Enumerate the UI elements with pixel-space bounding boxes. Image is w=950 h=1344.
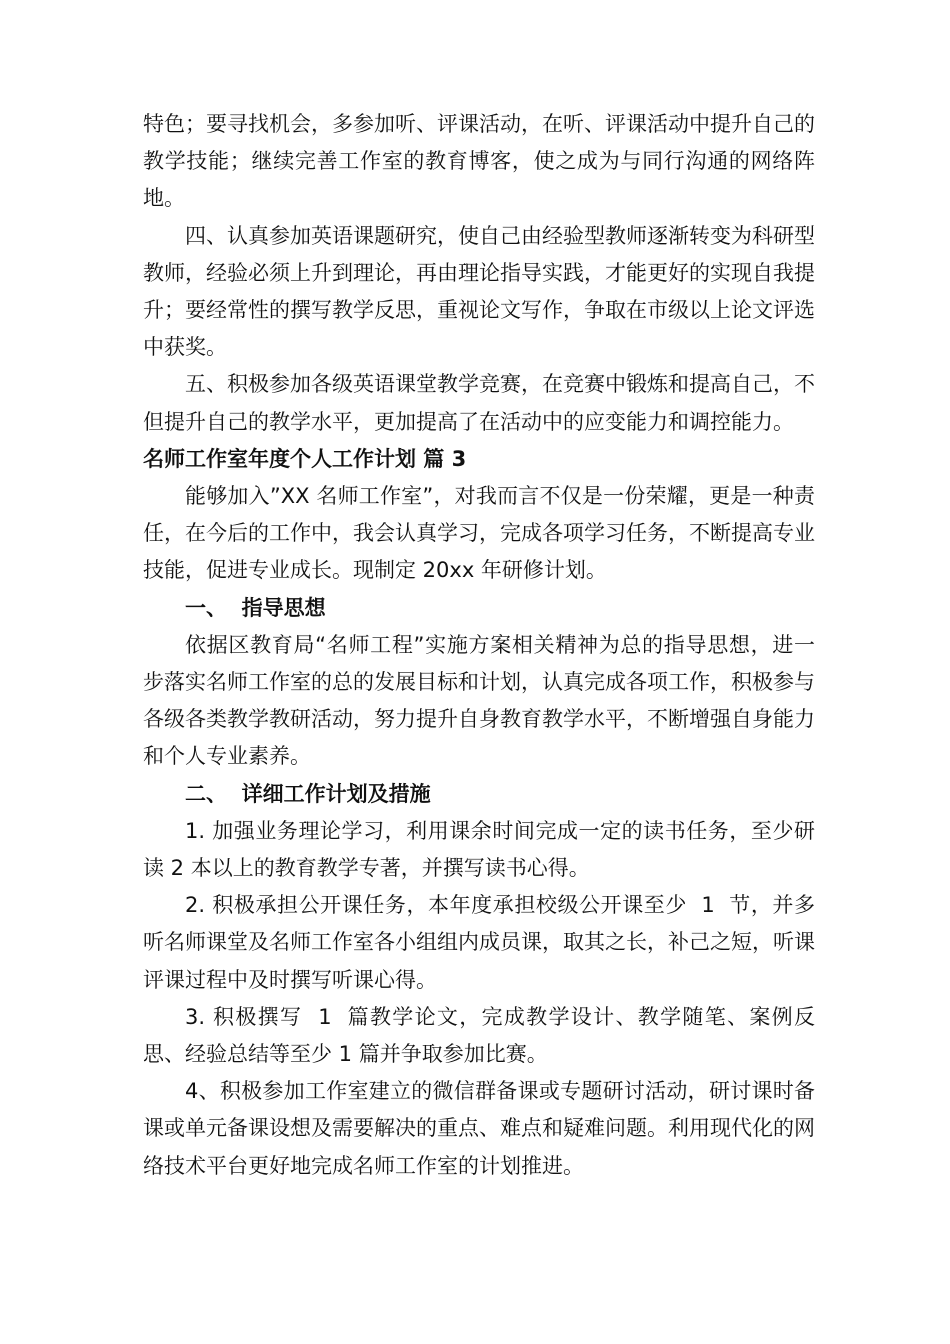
list-item-1: 1. 加强业务理论学习，利用课余时间完成一定的读书任务，至少研读 2 本以上的教育教学专著，并撰写读书心得。 <box>143 818 815 881</box>
paragraph-item-four: 四、认真参加英语课题研究，使自己由经验型教师逐渐转变为科研型教师，经验必须上升到理论，再由理论指导实践，才能更好的实现自我提升；要经常性的撰写教学反思，重视论文写作，争取在市级以上论文评选中获奖。 <box>143 223 815 360</box>
paragraph-intro: 能够加入”XX 名师工作室”，对我而言不仅是一份荣耀，更是一种责任，在今后的工作中，我会认真学习，完成各项学习任务，不断提高专业技能，促进专业成长。现制定 20xx 年研修计划。 <box>143 484 815 583</box>
subheading-guiding-ideology: 一、 指导思想 <box>185 595 326 620</box>
list-item-3: 3. 积极撰写 1 篇教学论文，完成教学设计、教学随笔、案例反思、经验总结等至少 1 篇并争取参加比赛。 <box>143 1004 815 1067</box>
paragraph-continued: 特色；要寻找机会，多参加听、评课活动，在听、评课活动中提升自己的教学技能；继续完善工作室的教育博客，使之成为与同行沟通的网络阵地。 <box>143 112 815 211</box>
document-page <box>143 106 815 1185</box>
paragraph-guiding-ideology: 依据区教育局“名师工程”实施方案相关精神为总的指导思想，进一步落实名师工作室的总的发展目标和计划，认真完成各项工作，积极参与各级各类教学教研活动，努力提升自身教育教学水平，不断增强自身能力和个人专业素养。 <box>143 632 815 769</box>
subheading-work-plan: 二、 详细工作计划及措施 <box>185 781 431 806</box>
section-heading: 名师工作室年度个人工作计划 篇 3 <box>143 446 467 471</box>
list-item-2: 2. 积极承担公开课任务，本年度承担校级公开课至少 1 节，并多听名师课堂及名师工作室各小组组内成员课，取其之长，补己之短，听课评课过程中及时撰写听课心得。 <box>143 893 815 992</box>
paragraph-item-five: 五、积极参加各级英语课堂教学竞赛，在竞赛中锻炼和提高自己，不但提升自己的教学水平，更加提高了在活动中的应变能力和调控能力。 <box>143 372 815 434</box>
list-item-4: 4、积极参加工作室建立的微信群备课或专题研讨活动，研讨课时备课或单元备课设想及需要解决的重点、难点和疑难问题。利用现代化的网络技术平台更好地完成名师工作室的计划推进。 <box>143 1079 815 1178</box>
